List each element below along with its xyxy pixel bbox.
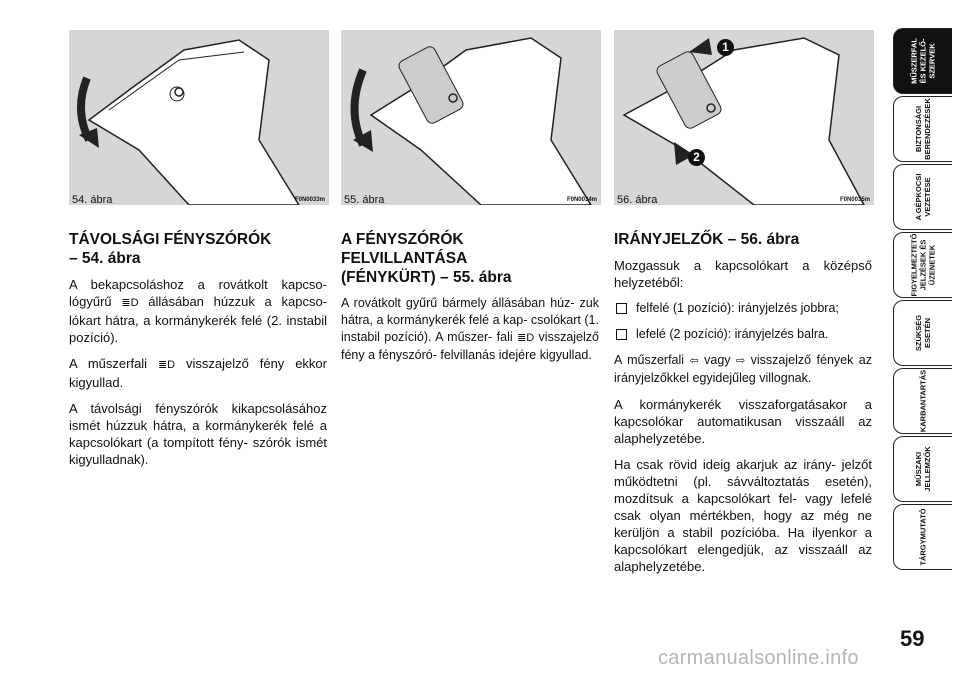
paragraph: A rovátkolt gyűrű bármely állásában húz- zuk hátra, a kormánykerék felé a kap- csolókart (1. instabil pozíció). A műszer- fali ≣D visszajelző fény a fényszóró- felvillanás idejére kigyullad. xyxy=(341,296,599,362)
figure-code: F0N0033m xyxy=(294,197,325,203)
figure-caption: 56. ábra xyxy=(617,194,658,206)
stalk-illustration-54 xyxy=(69,30,329,205)
figure-56 xyxy=(614,30,874,205)
section-title: TÁVOLSÁGI FÉNYSZÓRÓK – 54. ábra xyxy=(69,231,272,267)
paragraph: A műszerfali ≣D visszajelző fény ekkor kigyullad. xyxy=(69,356,327,390)
paragraph: A távolsági fényszórók kikapcsolásához ismét húzzuk hátra, a kormánykerék felé a kapcsolókart (a tompított fény- szórók ismét kigyulladnak). xyxy=(69,401,327,467)
paragraph: A bekapcsoláshoz a rovátkolt kapcso- lógyűrű ≣D állásában húzzuk a kapcso- lókart hátra, a kormánykerék felé (2. instabil pozíció). xyxy=(69,277,327,345)
figure-caption: 54. ábra xyxy=(72,194,113,206)
paragraph: Mozgassuk a kapcsolókart a középső helyzetéből: xyxy=(614,258,872,290)
list-item: felfelé (1 pozíció): irányjelzés jobbra; xyxy=(614,300,872,317)
high-beam-icon: ≣D xyxy=(157,359,176,371)
paragraph: A műszerfali ⇦ vagy ⇨ visszajelző fények az irányjelzőkkel egyidejűleg villognak. xyxy=(614,353,872,385)
stalk-illustration-55 xyxy=(341,30,601,205)
watermark: carmanualsonline.info xyxy=(658,647,859,669)
figure-54 xyxy=(69,30,329,205)
list-item: lefelé (2 pozíció): irányjelzés balra. xyxy=(614,326,872,343)
checkbox-bullet-icon xyxy=(616,303,627,314)
section-title: IRÁNYJELZŐK – 56. ábra xyxy=(614,231,800,248)
figure-55 xyxy=(341,30,601,205)
figure-caption: 55. ábra xyxy=(344,194,385,206)
tab-dashboard-controls[interactable]: MŰSZERFAL ÉS KEZELŐ- SZERVEK xyxy=(893,28,952,94)
high-beam-icon: ≣D xyxy=(121,297,139,309)
paragraph: Ha csak rövid ideig akarjuk az irány- jelzőt működtetni (pl. sávváltoztatás esetén), mozdítsuk a kapcsolókart fel- vagy lefelé csak olyan mértékben, hogy az még ne kerüljön a stabil pozícióba. Ha ilyenkor a kapcsolókart elengedjük, az visszaáll az alaphelyzetébe. xyxy=(614,457,872,574)
section-flash xyxy=(341,230,599,373)
tab-emergency[interactable]: SZÜKSÉG ESETÉN xyxy=(893,300,952,366)
left-arrow-outline-icon: ⇦ xyxy=(689,355,699,367)
section-high-beam xyxy=(69,230,327,477)
section-turn-signals xyxy=(614,230,872,584)
tab-technical-specs[interactable]: MŰSZAKI JELLEMZŐK xyxy=(893,436,952,502)
marker-2: 2 xyxy=(688,149,705,166)
tab-index[interactable]: TÁRGYMUTATÓ xyxy=(893,504,952,570)
right-arrow-outline-icon: ⇨ xyxy=(735,355,746,367)
figure-code: F0N0034m xyxy=(566,197,597,203)
tab-safety[interactable]: BIZTONSÁGI BERENDEZÉSEK xyxy=(893,96,952,162)
paragraph: A kormánykerék visszaforgatásakor a kapcsolókar automatikusan visszaáll az alaphelyzetébe. xyxy=(614,397,872,446)
tab-driving[interactable]: A GÉPKOCSI VEZETÉSE xyxy=(893,164,952,230)
figure-code: F0N0035m xyxy=(839,197,870,203)
page-number: 59 xyxy=(900,626,925,651)
tab-warnings[interactable]: FIGYELMEZTETŐ JELZÉSEK ÉS ÜZENETEK xyxy=(893,232,952,298)
checkbox-bullet-icon xyxy=(616,329,627,340)
tab-maintenance[interactable]: KARBANTARTÁS xyxy=(893,368,952,434)
section-title: A FÉNYSZÓRÓK FELVILLANTÁSA (FÉNYKÜRT) – 55. ábra xyxy=(341,231,512,286)
high-beam-icon: ≣D xyxy=(517,332,535,344)
stalk-illustration-56 xyxy=(614,30,874,205)
marker-1: 1 xyxy=(717,39,734,56)
